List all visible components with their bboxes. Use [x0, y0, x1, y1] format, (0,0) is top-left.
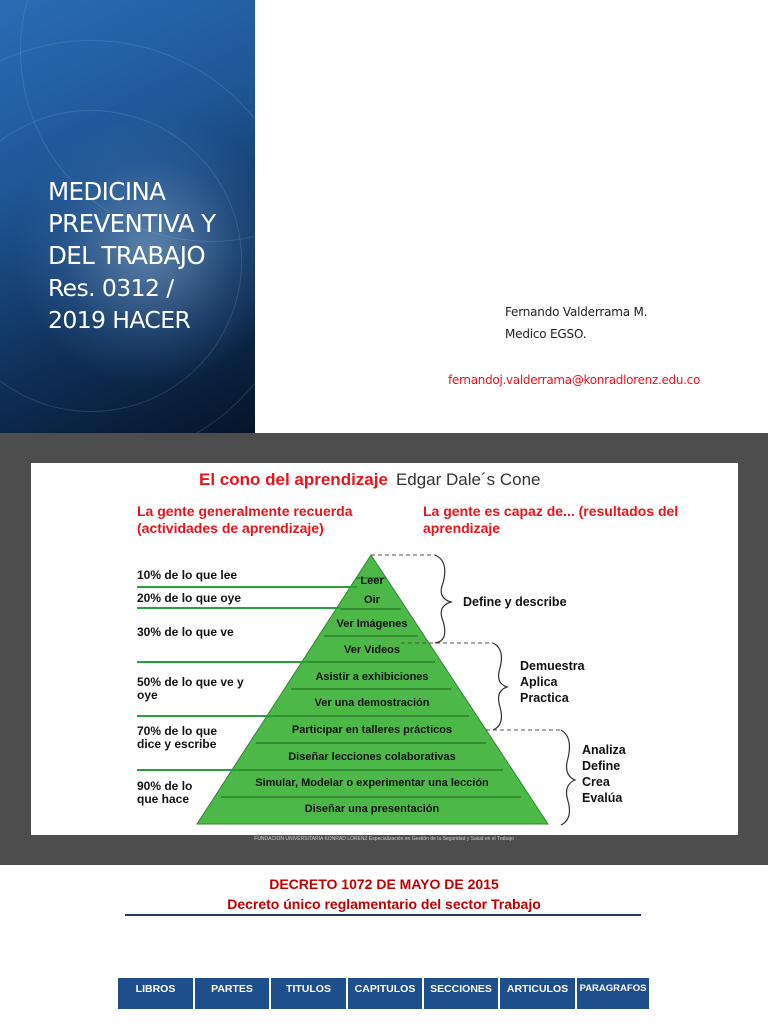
author-block — [505, 301, 647, 345]
outcome-label: Analiza Define Crea Evalúa — [582, 743, 626, 805]
pyramid-level-label: Diseñar lecciones colaborativas — [288, 751, 456, 763]
pyramid-level-label: Leer — [360, 575, 384, 587]
author-role: Medico EGSO. — [505, 327, 587, 341]
right-heading: La gente es capaz de... (resultados del aprendizaje — [423, 503, 679, 536]
pyramid-level-label: Participar en talleres prácticos — [291, 724, 453, 736]
column-header-paragrafos: PARAGRAFOS — [577, 978, 649, 1009]
outcome-brace-2 — [493, 643, 507, 730]
author-email-link[interactable]: fernandoj.valderrama@konradlorenz.edu.co — [448, 373, 701, 387]
percentage-label: 90% de lo que hace — [137, 779, 193, 806]
learning-cone-slide — [0, 433, 768, 865]
slide-title — [48, 176, 248, 336]
title-line: DEL TRABAJO — [48, 241, 206, 270]
pyramid-level-label: Ver una demostración — [314, 697, 430, 709]
column-header-titulos: TITULOS — [271, 978, 348, 1009]
outcome-label: Demuestra Aplica Practica — [520, 659, 585, 705]
outcome-brace-1 — [435, 555, 451, 643]
pyramid-level-label: Diseñar una presentación — [304, 803, 440, 815]
title-line: Res. 0312 / — [48, 274, 174, 302]
decree-subtitle: Decreto único reglamentario del sector Trabajo — [227, 896, 541, 912]
level-line — [137, 661, 307, 663]
level-line — [137, 607, 341, 609]
percentage-label: 50% de lo que ve y oye — [137, 675, 244, 702]
title-line: PREVENTIVA Y — [48, 209, 216, 238]
pyramid-level-label: Asistir a exhibiciones — [315, 671, 429, 683]
structure-table-header — [118, 978, 649, 1009]
title-panel — [0, 0, 255, 433]
slide-footer: FUNDACION UNIVERSITARIA KONRAD LORENZ Especialización en Gestión de la Seguridad y Salud en el Trabajo — [254, 836, 514, 842]
title-slide — [0, 0, 768, 433]
percentage-label: 30% de lo que ve — [137, 625, 234, 639]
column-header-libros: LIBROS — [118, 978, 195, 1009]
column-header-capitulos: CAPITULOS — [348, 978, 424, 1009]
decree-title: DECRETO 1072 DE MAYO DE 2015 — [269, 876, 499, 892]
percentage-label: 10% de lo que lee — [137, 568, 238, 582]
outcome-label: Define y describe — [463, 595, 567, 609]
column-header-articulos: ARTICULOS — [500, 978, 577, 1009]
level-line — [137, 715, 273, 717]
pyramid-level-label: Simular, Modelar o experimentar una lección — [255, 777, 489, 789]
outcome-brace-3 — [561, 730, 575, 825]
learning-cone-figure — [31, 463, 738, 835]
column-header-partes: PARTES — [195, 978, 271, 1009]
column-header-secciones: SECCIONES — [424, 978, 500, 1009]
pyramid-level-label: Ver Imágenes — [336, 618, 408, 630]
left-heading: La gente generalmente recuerda (actividades de aprendizaje) — [137, 503, 353, 536]
level-line — [137, 586, 357, 588]
author-name: Fernando Valderrama M. — [505, 305, 648, 319]
decree-underline — [125, 914, 641, 916]
decree-slide — [0, 865, 768, 1024]
figure-subtitle: Edgar Dale´s Cone — [395, 470, 541, 489]
decree-heading — [0, 874, 768, 914]
title-line: MEDICINA — [48, 177, 166, 206]
title-line: 2019 HACER — [48, 306, 191, 334]
percentage-label: 70% de lo que dice y escribe — [137, 724, 218, 751]
figure-title-text: El cono del aprendizaje — [199, 470, 388, 489]
pyramid-level-label: Ver Videos — [343, 644, 401, 656]
percentage-label: 20% de lo que oye — [137, 591, 242, 605]
pyramid-level-label: Oir — [364, 594, 380, 606]
level-line — [137, 769, 239, 771]
